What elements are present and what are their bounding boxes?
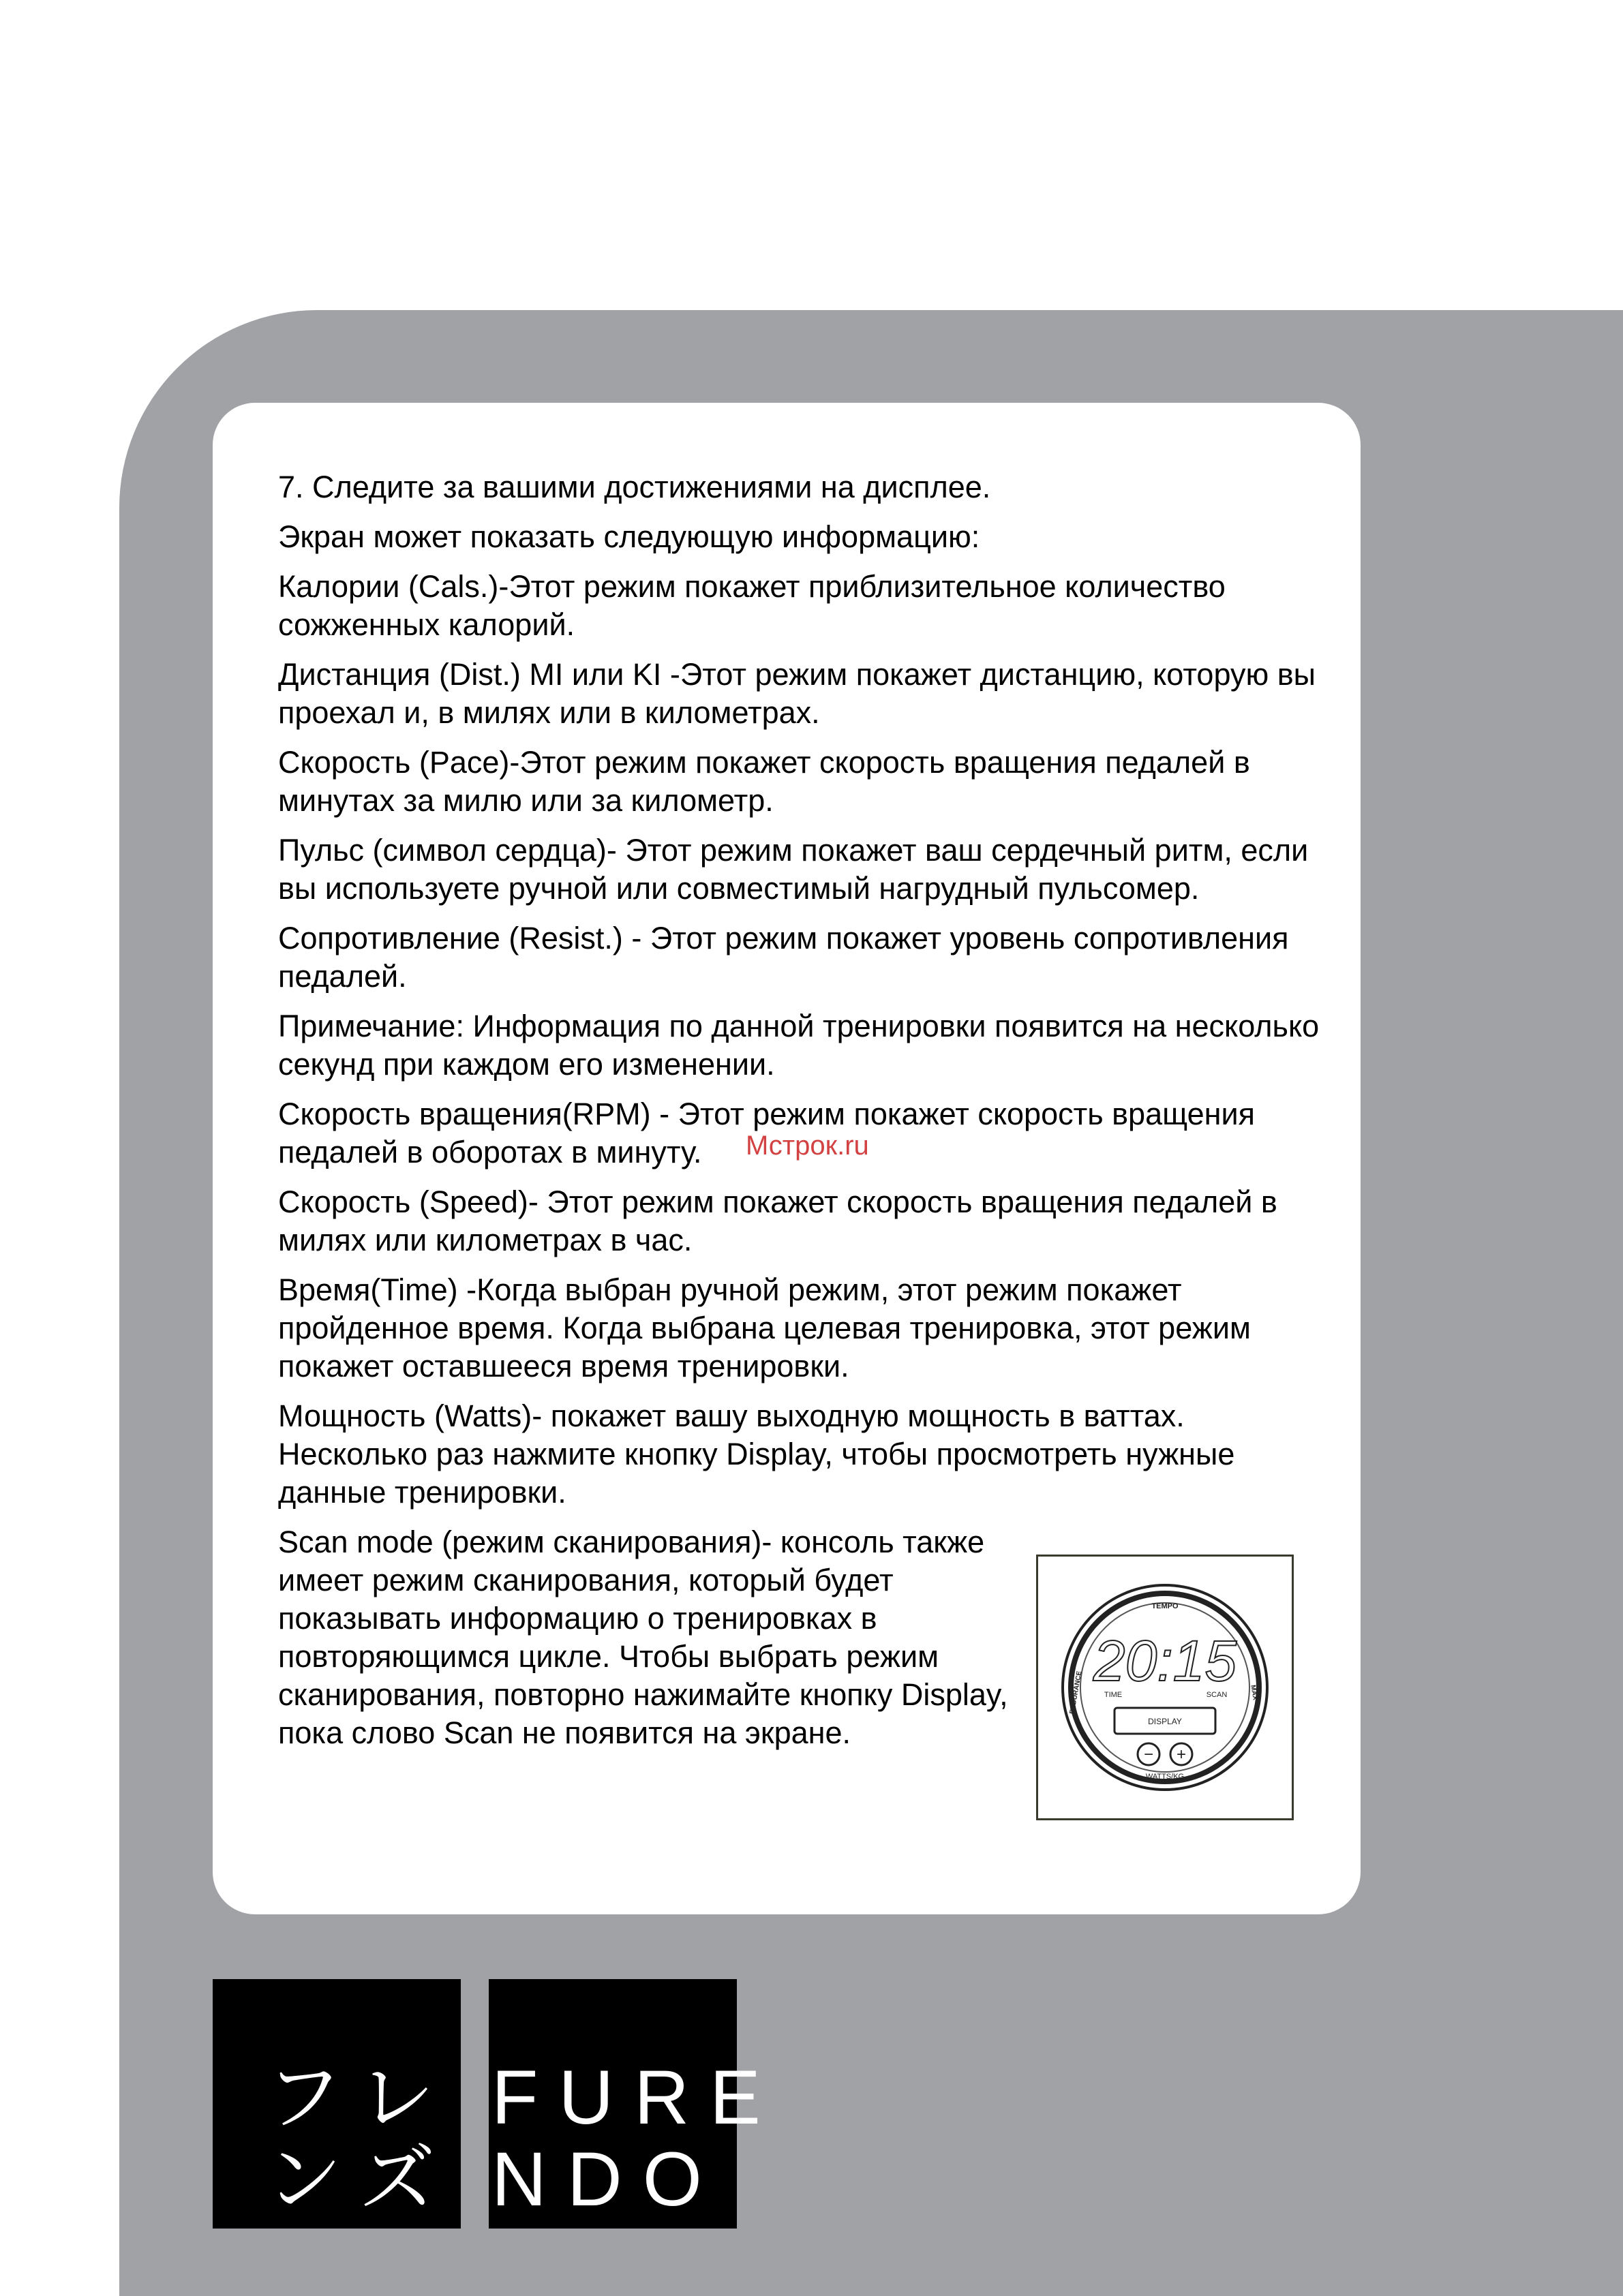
note-paragraph: Примечание: Информация по данной тренировки появится на несколько секунд при каждом его изменении. bbox=[278, 1009, 1320, 1082]
logo-english-line-2: NDO bbox=[491, 2137, 723, 2222]
logo-english bbox=[489, 1979, 781, 2229]
logo-japanese-line-2: ンズ bbox=[266, 2137, 455, 2222]
logo-japanese bbox=[213, 1979, 461, 2229]
calories-description: Калории (Cals.)-Этот режим покажет приблизительное количество сожженных калорий. bbox=[278, 569, 1226, 642]
scan-label: SCAN bbox=[1206, 1691, 1228, 1699]
logo-english-line-1: FURE bbox=[491, 2055, 781, 2140]
pace-description: Скорость (Pace)-Этот режим покажет скорость вращения педалей в минутах за милю или за километр. bbox=[278, 745, 1250, 818]
watermark-text: Мстрок.ru bbox=[746, 1131, 869, 1161]
watts-label: WATTS/KG bbox=[1145, 1773, 1185, 1781]
screen-info-intro: Экран может показать следующую информацию: bbox=[278, 519, 980, 554]
console-display-figure bbox=[1036, 1555, 1294, 1820]
max-label: MAX bbox=[1249, 1684, 1259, 1701]
resistance-description: Сопротивление (Resist.) - Этот режим покажет уровень сопротивления педалей. bbox=[278, 921, 1289, 994]
scan-mode-description: Scan mode (режим сканирования)- консоль также имеет режим сканирования, который будет показывать информацию о тренировках в повторяющимся цикле. Чтобы выбрать режим сканирования, повторно нажимайте кнопку Display, пока слово Scan не появится на экране. bbox=[278, 1525, 1008, 1750]
minus-icon: − bbox=[1143, 1745, 1154, 1764]
time-description: Время(Time) -Когда выбран ручной режим, этот режим покажет пройденное время. Когда выбрана целевая тренировка, этот режим покажет оставшееся время тренировки. bbox=[278, 1272, 1251, 1383]
speed-description: Скорость (Speed)- Этот режим покажет скорость вращения педалей в милях или километрах в час. bbox=[278, 1184, 1277, 1257]
rpm-description: Скорость вращения(RPM) - Этот режим покажет скорость вращения педалей в оборотах в минуту. bbox=[278, 1097, 1256, 1169]
console-illustration bbox=[1038, 1557, 1292, 1818]
heading-step-7: 7. Следите за вашими достижениями на дисплее. bbox=[278, 470, 991, 504]
pulse-description: Пульс (символ сердца)- Этот режим покажет ваш сердечный ритм, если вы используете ручной или совместимый нагрудный пульсомер. bbox=[278, 833, 1309, 906]
watts-description: Мощность (Watts)- покажет вашу выходную мощность в ваттах. Несколько раз нажмите кнопку Display, чтобы просмотреть нужные данные тренировки. bbox=[278, 1398, 1235, 1510]
time-label: TIME bbox=[1104, 1691, 1123, 1699]
logo-japanese-line-1: フレ bbox=[266, 2055, 454, 2140]
display-button-label: DISPLAY bbox=[1148, 1717, 1182, 1726]
endurance-label: ENDURANCE bbox=[1068, 1670, 1084, 1715]
instructions-card bbox=[213, 403, 1361, 1914]
distance-description: Дистанция (Dist.) MI или KI -Этот режим покажет дистанцию, которую вы проехал и, в милях или в километрах. bbox=[278, 657, 1316, 730]
tempo-label: TEMPO bbox=[1151, 1602, 1179, 1610]
time-readout: 20:15 bbox=[1093, 1629, 1237, 1693]
plus-icon: + bbox=[1176, 1745, 1187, 1764]
